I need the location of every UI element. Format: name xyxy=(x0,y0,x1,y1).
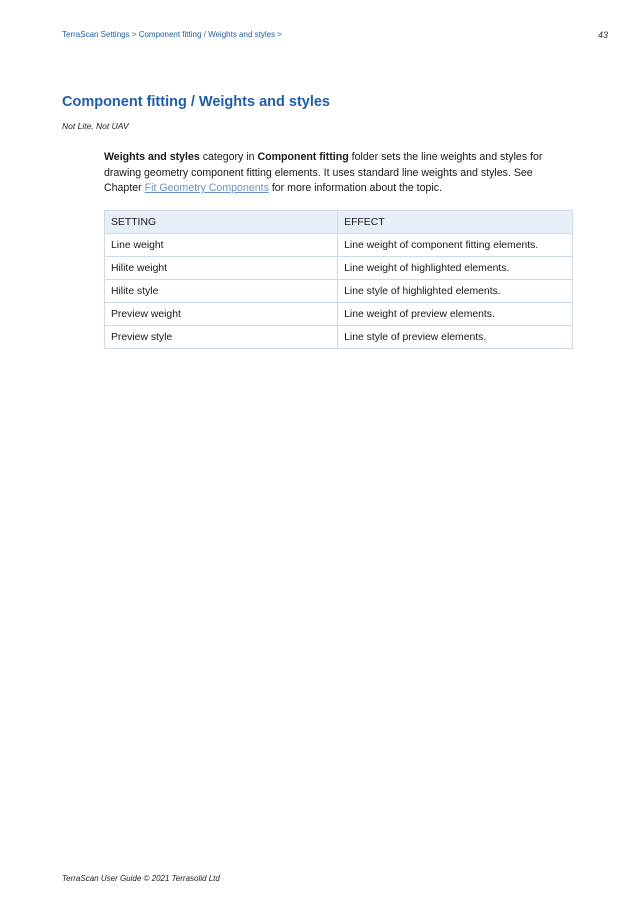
effect-cell: Line weight of component fitting elements. xyxy=(338,234,573,257)
breadcrumb[interactable]: TerraScan Settings > Component fitting / Weights and styles > xyxy=(62,30,282,39)
table-row xyxy=(105,280,573,303)
intro-text-3: for more information about the topic. xyxy=(268,182,442,194)
table-row xyxy=(105,326,573,349)
intro-text-1: category in xyxy=(199,151,258,163)
table-row xyxy=(105,257,573,280)
table-row xyxy=(105,303,573,326)
intro-text-2: folder sets the line weights and styles for drawing geometry component fitting elements. It uses standard line weights and styles. See Chapter xyxy=(104,151,543,194)
effect-cell: Line style of highlighted elements. xyxy=(338,280,573,303)
settings-table xyxy=(104,210,573,349)
effect-cell: Line style of preview elements. xyxy=(338,326,573,349)
column-header-effect: EFFECT xyxy=(338,211,573,234)
chapter-link[interactable]: Fit Geometry Components xyxy=(144,182,269,194)
table-row xyxy=(105,234,573,257)
effect-cell: Line weight of preview elements. xyxy=(338,303,573,326)
setting-cell: Preview style xyxy=(105,326,338,349)
table-header-row xyxy=(105,211,573,234)
setting-cell: Hilite style xyxy=(105,280,338,303)
page-header xyxy=(62,30,608,44)
setting-cell: Hilite weight xyxy=(105,257,338,280)
setting-cell: Line weight xyxy=(105,234,338,257)
column-header-setting: SETTING xyxy=(105,211,338,234)
availability-note: Not Lite, Not UAV xyxy=(62,121,129,131)
page-footer: TerraScan User Guide © 2021 Terrasolid Ltd xyxy=(62,874,220,883)
intro-paragraph xyxy=(104,150,572,197)
intro-bold-category: Weights and styles xyxy=(104,151,200,163)
page-number: 43 xyxy=(597,30,608,40)
intro-bold-folder: Component fitting xyxy=(257,151,349,163)
section-title: Component fitting / Weights and styles xyxy=(62,94,330,110)
effect-cell: Line weight of highlighted elements. xyxy=(338,257,573,280)
setting-cell: Preview weight xyxy=(105,303,338,326)
